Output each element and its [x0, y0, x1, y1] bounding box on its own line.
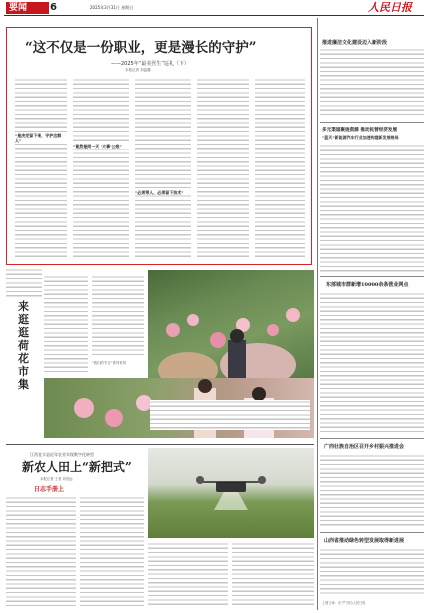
feature-subhead-1: “是决定留下来，守护这群人”	[15, 133, 67, 143]
right-column-footer: 上图文章：乔 严 图为人民日报	[322, 601, 366, 605]
side-feature-text-left	[44, 275, 88, 375]
bottom-feature-text-2	[80, 496, 144, 608]
right-item-rule	[320, 532, 424, 533]
right-item-body	[320, 454, 424, 528]
bottom-feature-kicker: 江西宜丰县近年农业实现数字化转型	[30, 452, 94, 457]
right-item-title: 多元渠道聚拢资源 推动民营经济发展	[322, 128, 398, 133]
right-item-rule	[320, 438, 424, 439]
vertical-char: 集	[18, 378, 29, 391]
right-item-body	[320, 144, 424, 272]
bottom-feature-text-3	[148, 542, 228, 608]
right-item-title: 广西壮族自治区召开乡村振兴推进会	[324, 444, 405, 450]
feature-title: “这不仅是一份职业，更是漫长的守护”	[25, 40, 257, 56]
right-item-rule	[320, 122, 424, 123]
right-column	[320, 18, 424, 610]
feature-body	[15, 78, 305, 260]
drone-farm-photo	[148, 448, 314, 538]
bottom-feature-text-1	[6, 496, 76, 608]
right-column-divider	[317, 18, 318, 610]
newspaper-logo: 人民日报	[368, 1, 412, 14]
right-item-title: 东部城市群新增10000余条营业网点	[326, 282, 409, 288]
section-label: 要闻	[6, 2, 49, 14]
side-feature-vertical-title	[18, 300, 40, 391]
feature-col-5	[255, 78, 305, 260]
right-item-body	[320, 292, 424, 434]
bottom-feature-title: 新农人田上“新把式”	[22, 460, 132, 474]
vertical-char: 市	[18, 365, 29, 378]
feature-subhead-3: “必须带人、必须留下技术”	[135, 190, 191, 195]
bottom-feature-byline: 本报记者 王者 刘昌远	[40, 477, 73, 481]
feature-byline: 本报记者 刘温馨	[125, 68, 151, 72]
right-item-body	[320, 548, 424, 596]
vertical-char: 花	[18, 352, 29, 365]
vertical-char: 逛	[18, 326, 29, 339]
right-item-rule	[320, 276, 424, 277]
vertical-char: 来	[18, 300, 29, 313]
feature-col-1	[15, 78, 67, 260]
side-feature-text-lower	[150, 400, 310, 430]
side-feature-caption: “我们的节日”系列采风	[92, 361, 127, 365]
drone-icon	[148, 448, 314, 538]
vertical-char: 逛	[18, 313, 29, 326]
masthead	[0, 0, 428, 16]
feature-col-4	[197, 78, 249, 260]
feature-subtitle: ——2025年“最美医生”巡礼（下）	[111, 61, 189, 67]
issue-date: 2025年3月31日 星期日	[90, 5, 134, 10]
feature-box	[6, 27, 312, 265]
right-item-title: 山西省推动绿色转型发展取得新进展	[324, 538, 405, 544]
side-feature-text-right	[92, 275, 144, 355]
middle-text-block	[6, 268, 42, 298]
bottom-feature-text-4	[232, 542, 314, 608]
vertical-char: 荷	[18, 339, 29, 352]
bottom-feature-tag: 日志手册上	[34, 486, 65, 493]
middle-divider	[6, 444, 314, 445]
masthead-rule	[4, 15, 424, 16]
feature-col-3	[135, 78, 191, 260]
feature-subhead-2: “竟然是同一天 ‘大事’公敌”	[73, 144, 129, 149]
feature-col-2	[73, 78, 129, 260]
right-item-title: 推进廉洁文化建设迈入新阶段	[322, 40, 388, 46]
page-number: 6	[50, 2, 57, 13]
right-item-title: “蓝天”新能源汽车行业加速构建新发展格局	[322, 135, 399, 140]
right-item-body	[320, 48, 424, 118]
